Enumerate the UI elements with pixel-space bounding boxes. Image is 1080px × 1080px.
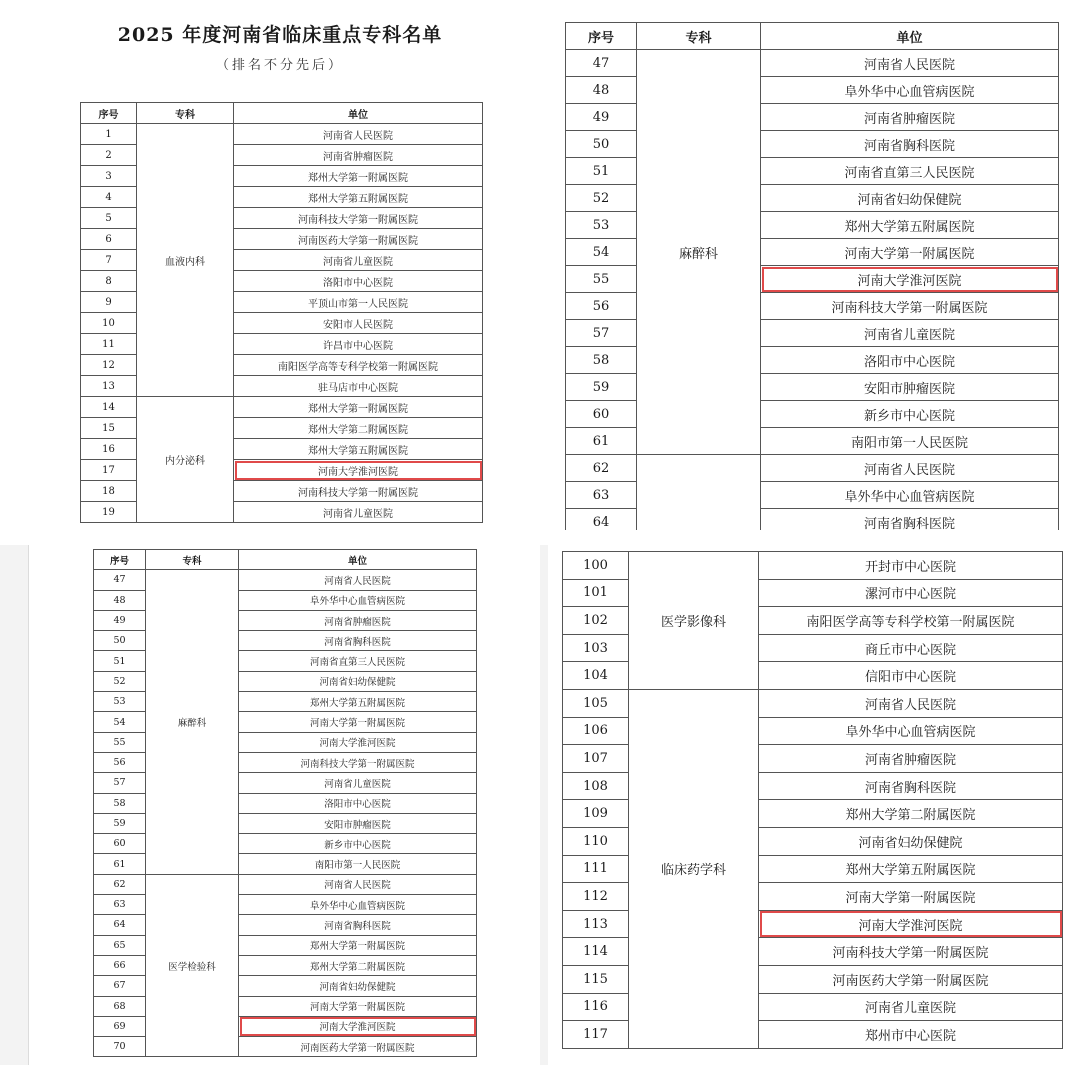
header-number: 序号 <box>94 550 146 570</box>
row-number: 114 <box>563 938 629 966</box>
table-row <box>566 455 1059 482</box>
document-panel-3 <box>0 545 540 1065</box>
row-number: 61 <box>94 854 146 874</box>
row-number: 108 <box>563 772 629 800</box>
row-number: 116 <box>563 993 629 1021</box>
row-number: 15 <box>81 418 137 439</box>
document-panel-2 <box>540 0 1080 530</box>
unit-cell: 阜外华中心血管病医院 <box>759 717 1063 745</box>
row-number: 110 <box>563 827 629 855</box>
header-unit: 单位 <box>761 23 1059 50</box>
unit-cell: 安阳市肿瘤医院 <box>239 813 477 833</box>
unit-cell: 开封市中心医院 <box>759 552 1063 580</box>
header-number: 序号 <box>566 23 637 50</box>
viewer-gutter <box>540 545 548 1065</box>
row-number: 47 <box>566 50 637 77</box>
header-specialty: 专科 <box>137 103 234 124</box>
row-number: 48 <box>566 77 637 104</box>
unit-cell: 阜外华中心血管病医院 <box>239 895 477 915</box>
row-number: 56 <box>566 293 637 320</box>
row-number: 47 <box>94 570 146 590</box>
row-number: 53 <box>94 692 146 712</box>
row-number: 58 <box>566 347 637 374</box>
row-number: 49 <box>94 610 146 630</box>
row-number: 10 <box>81 313 137 334</box>
row-number: 9 <box>81 292 137 313</box>
unit-cell: 许昌市中心医院 <box>234 334 483 355</box>
header-number: 序号 <box>81 103 137 124</box>
unit-cell: 阜外华中心血管病医院 <box>761 77 1059 104</box>
unit-cell: 阜外华中心血管病医院 <box>239 590 477 610</box>
row-number: 101 <box>563 579 629 607</box>
row-number: 53 <box>566 212 637 239</box>
unit-cell: 河南省肿瘤医院 <box>239 610 477 630</box>
document-panel-4 <box>540 545 1080 1065</box>
unit-cell: 南阳医学高等专科学校第一附属医院 <box>234 355 483 376</box>
row-number: 70 <box>94 1037 146 1057</box>
row-number: 63 <box>94 895 146 915</box>
unit-cell: 郑州大学第一附属医院 <box>234 397 483 418</box>
row-number: 68 <box>94 996 146 1016</box>
specialty-cell: 内分泌科 <box>137 397 234 523</box>
unit-cell: 河南省妇幼保健院 <box>759 827 1063 855</box>
header-unit: 单位 <box>239 550 477 570</box>
row-number: 107 <box>563 745 629 773</box>
unit-cell: 驻马店市中心医院 <box>234 376 483 397</box>
row-number: 66 <box>94 955 146 975</box>
row-number: 60 <box>566 401 637 428</box>
unit-cell: 河南大学淮河医院 <box>239 732 477 752</box>
row-number: 8 <box>81 271 137 292</box>
row-number: 60 <box>94 834 146 854</box>
unit-cell: 河南科技大学第一附属医院 <box>761 293 1059 320</box>
unit-cell: 信阳市中心医院 <box>759 662 1063 690</box>
row-number: 5 <box>81 208 137 229</box>
viewer-gutter <box>0 545 29 1065</box>
unit-cell: 郑州大学第二附属医院 <box>239 955 477 975</box>
unit-cell: 河南省儿童医院 <box>234 250 483 271</box>
row-number: 106 <box>563 717 629 745</box>
row-number: 16 <box>81 439 137 460</box>
unit-cell: 郑州大学第五附属医院 <box>234 187 483 208</box>
table-row <box>81 124 483 145</box>
row-number: 52 <box>94 671 146 691</box>
unit-cell: 河南科技大学第一附属医院 <box>234 208 483 229</box>
row-number: 4 <box>81 187 137 208</box>
row-number: 115 <box>563 965 629 993</box>
unit-cell: 洛阳市中心医院 <box>234 271 483 292</box>
unit-cell: 河南医药大学第一附属医院 <box>759 965 1063 993</box>
unit-cell: 河南大学第一附属医院 <box>759 883 1063 911</box>
unit-cell: 河南医药大学第一附属医院 <box>234 229 483 250</box>
unit-cell: 河南科技大学第一附属医院 <box>239 752 477 772</box>
row-number: 54 <box>566 239 637 266</box>
unit-cell: 河南省人民医院 <box>759 689 1063 717</box>
table-row <box>563 552 1063 580</box>
row-number: 51 <box>94 651 146 671</box>
specialty-cell: 医学影像科 <box>629 552 759 690</box>
unit-cell: 郑州大学第二附属医院 <box>234 418 483 439</box>
unit-cell: 河南省妇幼保健院 <box>761 185 1059 212</box>
unit-cell: 郑州大学第一附属医院 <box>234 166 483 187</box>
unit-cell: 郑州大学第五附属医院 <box>759 855 1063 883</box>
document-title: 2025 年度河南省临床重点专科名单 <box>117 24 443 46</box>
row-number: 58 <box>94 793 146 813</box>
unit-cell: 新乡市中心医院 <box>239 834 477 854</box>
row-number: 11 <box>81 334 137 355</box>
row-number: 64 <box>566 509 637 531</box>
row-number: 52 <box>566 185 637 212</box>
row-number: 18 <box>81 481 137 502</box>
unit-cell: 河南省人民医院 <box>761 455 1059 482</box>
row-number: 117 <box>563 1021 629 1049</box>
unit-cell: 新乡市中心医院 <box>761 401 1059 428</box>
row-number: 62 <box>94 874 146 894</box>
unit-cell: 河南省胸科医院 <box>761 509 1059 531</box>
row-number: 6 <box>81 229 137 250</box>
unit-cell: 河南省人民医院 <box>761 50 1059 77</box>
unit-cell: 河南省儿童医院 <box>759 993 1063 1021</box>
unit-cell: 河南科技大学第一附属医院 <box>759 938 1063 966</box>
unit-cell: 南阳市第一人民医院 <box>761 428 1059 455</box>
table-row <box>94 570 477 590</box>
row-number: 19 <box>81 502 137 523</box>
table-header-row <box>81 103 483 124</box>
unit-cell: 河南大学第一附属医院 <box>761 239 1059 266</box>
unit-cell: 河南大学第一附属医院 <box>239 996 477 1016</box>
unit-cell: 漯河市中心医院 <box>759 579 1063 607</box>
row-number: 51 <box>566 158 637 185</box>
highlighted-unit-cell: 河南大学淮河医院 <box>759 910 1063 938</box>
row-number: 63 <box>566 482 637 509</box>
row-number: 113 <box>563 910 629 938</box>
specialty-cell: 血液内科 <box>137 124 234 397</box>
row-number: 69 <box>94 1016 146 1036</box>
specialty-cell: 医学检验科 <box>146 874 239 1057</box>
row-number: 54 <box>94 712 146 732</box>
table-row <box>563 689 1063 717</box>
unit-cell: 河南省肿瘤医院 <box>761 104 1059 131</box>
unit-cell: 河南省妇幼保健院 <box>239 671 477 691</box>
row-number: 57 <box>94 773 146 793</box>
unit-cell: 河南省妇幼保健院 <box>239 976 477 996</box>
row-number: 65 <box>94 935 146 955</box>
row-number: 61 <box>566 428 637 455</box>
unit-cell: 河南省直第三人民医院 <box>761 158 1059 185</box>
unit-cell: 河南省胸科医院 <box>759 772 1063 800</box>
unit-cell: 安阳市人民医院 <box>234 313 483 334</box>
unit-cell: 南阳市第一人民医院 <box>239 854 477 874</box>
row-number: 14 <box>81 397 137 418</box>
unit-cell: 洛阳市中心医院 <box>239 793 477 813</box>
table-row <box>94 874 477 894</box>
row-number: 104 <box>563 662 629 690</box>
specialty-table-3 <box>93 549 477 1057</box>
row-number: 64 <box>94 915 146 935</box>
row-number: 12 <box>81 355 137 376</box>
unit-cell: 郑州大学第五附属医院 <box>239 692 477 712</box>
unit-cell: 河南省儿童医院 <box>761 320 1059 347</box>
unit-cell: 河南大学第一附属医院 <box>239 712 477 732</box>
unit-cell: 河南省人民医院 <box>239 570 477 590</box>
unit-cell: 郑州大学第五附属医院 <box>234 439 483 460</box>
row-number: 48 <box>94 590 146 610</box>
specialty-table-4 <box>562 551 1063 1049</box>
unit-cell: 南阳医学高等专科学校第一附属医院 <box>759 607 1063 635</box>
unit-cell: 平顶山市第一人民医院 <box>234 292 483 313</box>
unit-cell: 郑州市中心医院 <box>759 1021 1063 1049</box>
row-number: 55 <box>566 266 637 293</box>
row-number: 13 <box>81 376 137 397</box>
highlighted-unit-cell: 河南大学淮河医院 <box>234 460 483 481</box>
unit-cell: 河南科技大学第一附属医院 <box>234 481 483 502</box>
row-number: 55 <box>94 732 146 752</box>
row-number: 56 <box>94 752 146 772</box>
row-number: 17 <box>81 460 137 481</box>
specialty-cell: 麻醉科 <box>146 570 239 874</box>
row-number: 102 <box>563 607 629 635</box>
unit-cell: 安阳市肿瘤医院 <box>761 374 1059 401</box>
unit-cell: 洛阳市中心医院 <box>761 347 1059 374</box>
row-number: 109 <box>563 800 629 828</box>
table-header-row <box>94 550 477 570</box>
table-row <box>566 50 1059 77</box>
row-number: 1 <box>81 124 137 145</box>
document-subtitle: （排名不分先后） <box>215 58 344 73</box>
unit-cell: 河南省胸科医院 <box>239 631 477 651</box>
unit-cell: 阜外华中心血管病医院 <box>761 482 1059 509</box>
unit-cell: 郑州大学第五附属医院 <box>761 212 1059 239</box>
row-number: 67 <box>94 976 146 996</box>
specialty-cell: 麻醉科 <box>637 50 761 455</box>
header-unit: 单位 <box>234 103 483 124</box>
specialty-cell: 临床药学科 <box>629 689 759 1048</box>
row-number: 3 <box>81 166 137 187</box>
unit-cell: 商丘市中心医院 <box>759 634 1063 662</box>
row-number: 49 <box>566 104 637 131</box>
unit-cell: 河南省人民医院 <box>239 874 477 894</box>
unit-cell: 河南省人民医院 <box>234 124 483 145</box>
row-number: 103 <box>563 634 629 662</box>
row-number: 59 <box>94 813 146 833</box>
unit-cell: 河南省肿瘤医院 <box>759 745 1063 773</box>
row-number: 50 <box>94 631 146 651</box>
highlighted-unit-cell: 河南大学淮河医院 <box>761 266 1059 293</box>
header-specialty: 专科 <box>637 23 761 50</box>
highlighted-unit-cell: 河南大学淮河医院 <box>239 1016 477 1036</box>
unit-cell: 河南省儿童医院 <box>239 773 477 793</box>
specialty-table-2 <box>565 22 1059 530</box>
table-row <box>81 397 483 418</box>
row-number: 7 <box>81 250 137 271</box>
row-number: 111 <box>563 855 629 883</box>
row-number: 50 <box>566 131 637 158</box>
row-number: 59 <box>566 374 637 401</box>
header-specialty: 专科 <box>146 550 239 570</box>
row-number: 112 <box>563 883 629 911</box>
unit-cell: 河南省胸科医院 <box>761 131 1059 158</box>
document-panel-1 <box>0 0 540 530</box>
row-number: 57 <box>566 320 637 347</box>
row-number: 105 <box>563 689 629 717</box>
table-header-row <box>566 23 1059 50</box>
unit-cell: 郑州大学第二附属医院 <box>759 800 1063 828</box>
unit-cell: 河南省胸科医院 <box>239 915 477 935</box>
unit-cell: 河南省肿瘤医院 <box>234 145 483 166</box>
row-number: 100 <box>563 552 629 580</box>
row-number: 2 <box>81 145 137 166</box>
specialty-table-1 <box>80 102 483 523</box>
unit-cell: 河南省直第三人民医院 <box>239 651 477 671</box>
unit-cell: 河南医药大学第一附属医院 <box>239 1037 477 1057</box>
row-number: 62 <box>566 455 637 482</box>
specialty-cell <box>637 455 761 531</box>
unit-cell: 郑州大学第一附属医院 <box>239 935 477 955</box>
unit-cell: 河南省儿童医院 <box>234 502 483 523</box>
